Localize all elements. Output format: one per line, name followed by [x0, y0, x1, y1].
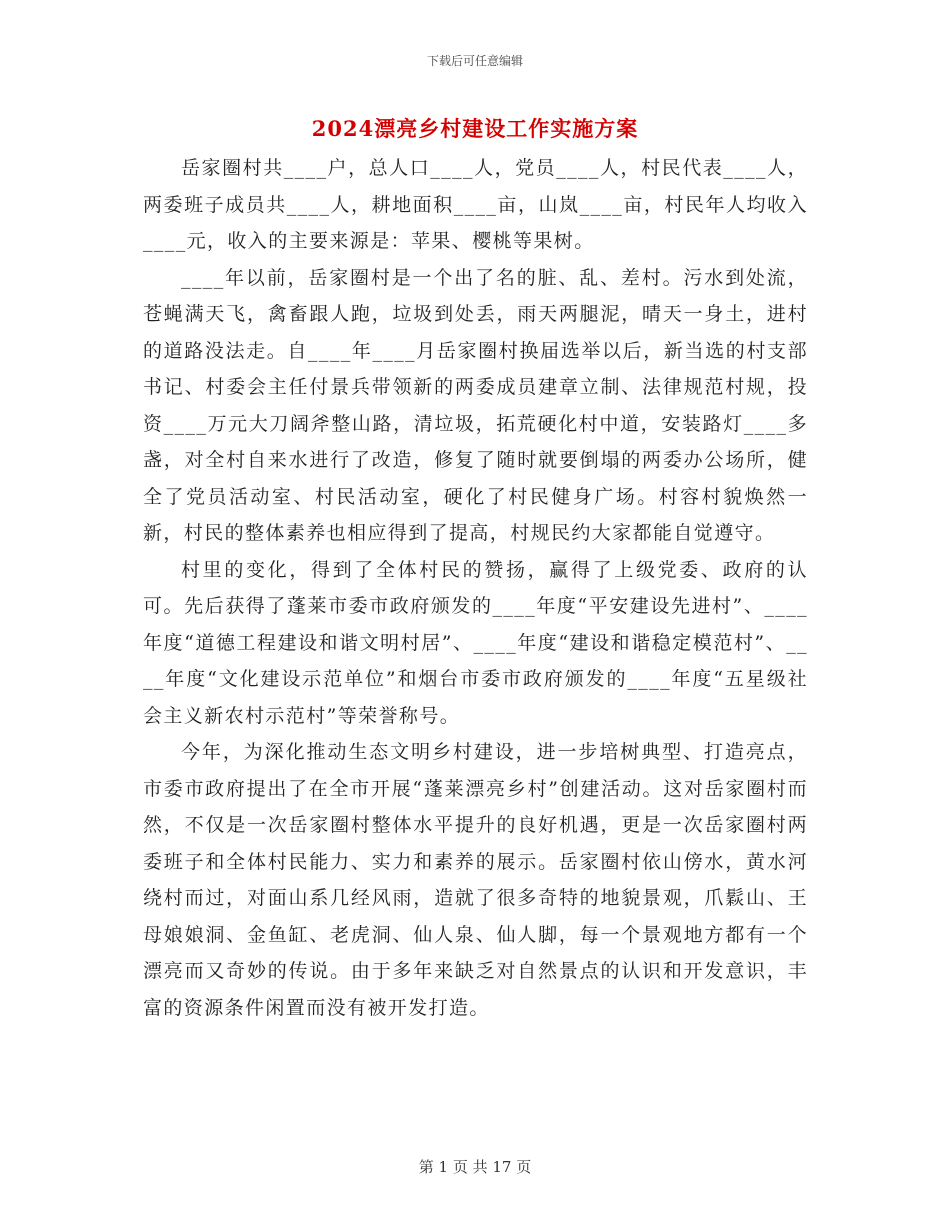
paragraph-1: 岳家圈村共____户，总人口____人，党员____人，村民代表____人，两委班子成员共____人，耕地面积____亩，山岚____亩，村民年人均收入____元，收入的主要来源是：苹果、樱桃等果树。	[143, 157, 808, 252]
document-body	[143, 150, 808, 1026]
paragraph-3: 村里的变化，得到了全体村民的赞扬，赢得了上级党委、政府的认可。先后获得了蓬莱市委市政府颁发的____年度“平安建设先进村”、____年度“道德工程建设和谐文明村居”、____年度“建设和谐稳定模范村”、____年度“文化建设示范单位”和烟台市委市政府颁发的____年度“五星级社会主义新农村示范村”等荣誉称号。	[143, 558, 808, 727]
paragraph-2: ____年以前，岳家圈村是一个出了名的脏、乱、差村。污水到处流，苍蝇满天飞，禽畜跟人跑，垃圾到处丢，雨天两腿泥，晴天一身土，进村的道路没法走。自____年____月岳家圈村换届选举以后，新当选的村支部书记、村委会主任付景兵带领新的两委成员建章立制、法律规范村规，投资____万元大刀阔斧整山路，清垃圾，拓荒硬化村中道，安装路灯____多盏，对全村自来水进行了改造，修复了随时就要倒塌的两委办公场所，健全了党员活动室、村民活动室，硬化了村民健身广场。村容村貌焕然一新，村民的整体素养也相应得到了提高，村规民约大家都能自觉遵守。	[143, 266, 808, 544]
document-title: 2024漂亮乡村建设工作实施方案	[311, 116, 639, 141]
page-number: 第 1 页 共 17 页	[418, 1158, 532, 1176]
paragraph-4: 今年，为深化推动生态文明乡村建设，进一步培树典型、打造亮点，市委市政府提出了在全市开展“蓬莱漂亮乡村”创建活动。这对岳家圈村而然，不仅是一次岳家圈村整体水平提升的良好机遇，更是一次岳家圈村两委班子和全体村民能力、实力和素养的展示。岳家圈村依山傍水，黄水河绕村而过，对面山系几经风雨，造就了很多奇特的地貌景观，爪鬏山、王母娘娘洞、金鱼缸、老虎洞、仙人泉、仙人脚，每一个景观地方都有一个漂亮而又奇妙的传说。由于多年来缺乏对自然景点的认识和开发意识，丰富的资源条件闲置而没有被开发打造。	[143, 741, 808, 1019]
header-note: 下载后可任意编辑	[426, 54, 523, 68]
